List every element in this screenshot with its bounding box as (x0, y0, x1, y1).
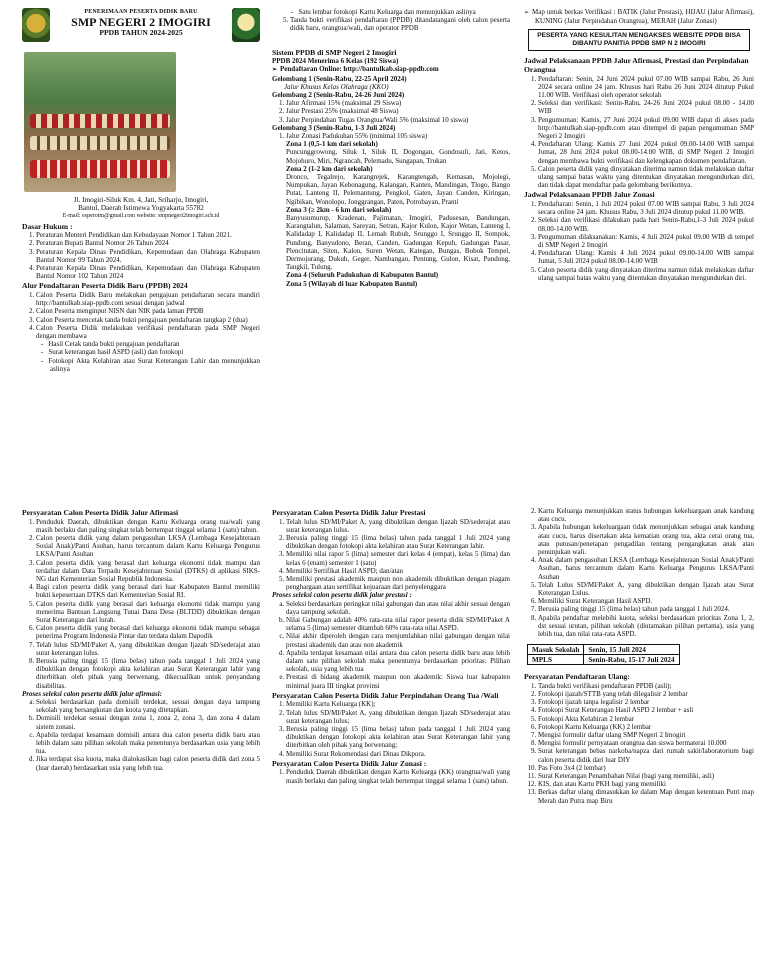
list-item: 4. Memiliki Surat Rekomendasi dari Dinas Dikpora. (286, 750, 510, 758)
list-item: 2. Jalur Prestasi 25% (maksimal 48 Siswa) (286, 107, 510, 115)
ppdb-year: PPDB TAHUN 2024-2025 (99, 28, 183, 38)
list-item: 2. Kartu Keluarga menunjukkan status hubungan kekeluargaan anak kandung atau cucu. (538, 507, 754, 523)
list-item: 11. Surat Keterangan Penambahan Nilai (bagi yang memiliki, asli) (538, 772, 754, 780)
list-item: 1. Telah lulus SD/MI/Paket A, yang dibuktikan dengan Ijazah SD/sederajat atau surat keterangan lulus. (286, 518, 510, 534)
list-item: 6. Fotokopi Kartu Keluarga (KK) 2 lembar (538, 723, 754, 731)
top-right-column (524, 8, 754, 473)
dasar-hukum-list (22, 231, 260, 280)
sistem-title: Sistem PPDB di SMP Negeri 2 Imogiri (272, 47, 397, 57)
zona-1-list: Puncunggrowong, Siluk I, Siluk II, Dogongan, Gondosuli, Jati, Ketos, Mojohuro, Miri, Ngrancah, Pelemadu, Sungapan, Trukan (286, 148, 510, 165)
list-item: 1. Pendaftaran: Senin, 24 Juni 2024 pukul 07.00 WIB sampai Rabu, 26 Juni 2024 secara online 24 jam. Khusus hari Rabu 26 Juni 2024 ditutup Pukul 11.00 WIB. Verifikasi oleh operator sekolah (538, 75, 754, 100)
school-name: SMP NEGERI 2 IMOGIRI (71, 15, 211, 30)
list-item: 7. Mengisi formulir daftar ulang SMP Negeri 2 Imogiri (538, 731, 754, 739)
list-item: 3. Calon Peserta mencetak tanda bukti pengajuan pendaftaran rangkap 2 (dua) (36, 316, 260, 324)
table-row (528, 655, 680, 665)
list-item: d. Jika terdapat sisa kuota, maka dialokasikan bagi calon peserta didik dari zona 5 (luar daerah) berdasarkan usia yang lebih tua. (36, 755, 260, 771)
table-row (528, 645, 680, 655)
list-item: 5. Memiliki prestasi akademik maupun non akademik dibuktikan dengan piagam penghargaan atau sertifikat kejuaraan dari penyelenggara (286, 575, 510, 591)
list-item: 1. Calon Peserta Didik Baru melakukan pengajuan pendaftaran secara mandiri http://bantulkab.siap-ppdb.com sesuai dengan jadwal (36, 291, 260, 307)
gelombang-2-list (272, 99, 510, 124)
table-cell: MPLS (528, 655, 584, 665)
table-cell: Senin-Rabu, 15-17 Juli 2024 (584, 655, 679, 665)
group-photo (24, 52, 176, 192)
list-item: 6. Calon peserta didik yang berasal dari keluarga ekonomi tidak mampu sebagai penerima Program Indonesia Pintar dan terdata dalam Dapodik (36, 624, 260, 640)
zona-1-title: Zona 1 (0,5-1 km dari sekolah) (286, 140, 378, 149)
list-item: d. Apabila terdapat kesamaan nilai antara dua calon peserta didik baru atau lebih dalam satu pilihan sekolah maka penentunya berdasarkan prioritas: Pilihan sekolah, usia yang lebih tua (286, 649, 510, 674)
gelombang-3-list (272, 132, 510, 288)
list-item: c. Apabila terdapat kesamaan domisili antara dua calon peserta didik baru atau lebih dalam satu pilihan sekolah maka penentunya berdasarkan usia yang lebih tua. (36, 731, 260, 756)
list-item: 1. Peraturan Menteri Pendidikan dan Kebudayaan Nomor 1 Tahun 2021. (36, 231, 260, 239)
map-info (524, 8, 754, 25)
zona-3-title: Zona 3 (≥ 2km - 6 km dari sekolah) (286, 205, 392, 214)
contact-line: E-mail: esperoim@gmail.com website: smpnegeri2imogiri.sch.id (62, 213, 220, 220)
persyaratan-zonasi-list-cont (524, 507, 754, 638)
list-item: - Fotokopi Akta Kelahiran atau Surat Keterangan Lahir dan menunjukkan aslinya (50, 357, 260, 373)
list-item: e. Prestasi di bidang akademik maupun non akademik: Siswa luar kabupaten minimal juara III tingkat provinsi (286, 673, 510, 689)
list-item: 5. Calon peserta didik yang berasal dari keluarga ekonomi tidak mampu yang menerima Bantuan Langsung Tunai Dana Desa (BLTDD) dibuktikan dengan Surat Keterangan dari lurah. (36, 600, 260, 625)
list-item: 2. Fotokopi ijazah/STTB yang telah dilegalisir 2 lembar (538, 690, 754, 698)
persyaratan-perpindahan-title: Persyaratan Calon Peserta Didik Jalur Perpindahan Orang Tua /Wali (272, 690, 499, 700)
jadwal-zonasi-title: Jadwal Pelaksanaan PPDB Jalur Zonasi (524, 190, 655, 200)
list-item: 7. Telah lulus SD/MI/Paket A, yang dibuktikan dengan Ijazah SD/sederajat atau surat keterangan lulus. (36, 641, 260, 657)
list-item: a. Seleksi berdasarkan peringkat nilai gabungan dan atau nilai akhir sesuai dengan daya tampung sekolah. (286, 600, 510, 616)
daftar-ulang-list (524, 682, 754, 805)
list-item: 7. Berusia paling tinggi 15 (lima belas) tahun pada tanggal 1 Juli 2024. (538, 605, 754, 613)
list-item: 10. Pas Foto 3x4 (2 lembar) (538, 764, 754, 772)
list-item: 3. Peraturan Kepala Dinas Pendidikan, Kepemudaan dan Olahraga Kabupaten Bantul Nomor 99 Tahun 2024. (36, 248, 260, 264)
list-item: 8. Apabila pendaftar melebihi kuota, seleksi berdasarkan prioritas Zona 1, 2, dst sesuai urutan, pilihan sekolah (diutamakan pilihan pertama), usia yang lebih tua, dan nilai rata-rata ASPD. (538, 614, 754, 639)
persyaratan-zonasi-title: Persyaratan Calon Peserta Didik Jalur Zonasi : (272, 758, 427, 768)
list-item: 1. Jalur Afirmasi 15% (maksimal 29 Siswa) (286, 99, 510, 107)
list-item: 5. Tanda bukti verifikasi pendaftaran (PPDB) ditandatangani oleh calon peserta didik baru, orangtua/wali, dan operator PPDB (290, 16, 510, 32)
online-link[interactable]: ➢ Pendaftaran Online: http://bantulkab.siap-ppdb.com (283, 65, 510, 74)
list-item: 4. Peraturan Kepala Dinas Pendidikan, Kepemudaan dan Olahraga Kabupaten Bantul Nomor 102 Tahun 2024 (36, 264, 260, 280)
proses-prestasi-title: Proses seleksi calon peserta didik jalur prestasi : (272, 591, 412, 600)
alur-sub-list-cont (272, 8, 510, 16)
list-item: ➢ Map untuk berkas Verifikasi : BATIK (Jalur Prestasi), HIJAU (Jalur Afirmasi), KUNING (Jalur Perpindahan Orangtua), MERAH (Jalur Zonasi) (535, 8, 754, 25)
list-item: 2. Berusia paling tinggi 15 (lima belas) tahun pada tanggal 1 Juli 2024 yang dibuktikan dengan fotokopi akta kelahiran atau Surat Keterangan lahir. (286, 534, 510, 550)
list-item: 12. KIS, dan atau Kartu PKH bagi yang memiliki (538, 780, 754, 788)
table-cell: Senin, 15 Juli 2024 (584, 645, 679, 655)
list-item: - Hasil Cetak tanda bukti pengajuan pendaftaran (50, 340, 260, 348)
list-item: 13. Berkas daftar ulang dimasukkan ke dalam Map dengan ketentuan Putri map Merah dan Putra map Biru (538, 788, 754, 804)
bottom-middle-column (272, 507, 510, 972)
proses-prestasi-list (272, 600, 510, 690)
list-item: 4. Fotokopi Surat Keterangan Hasil ASPD 2 lembar + asli (538, 706, 754, 714)
list-item: 4. Calon Peserta Didik melakukan verifikasi pendaftaran pada SMP Negeri dengan membawa - Hasil Cetak tanda bukti pengajuan pendaftaran - Surat keterangan hasil ASPD (asli) dan fotokopi - Fotokopi Akta Kelahiran atau Surat Keterangan Lahir dan menunjukkan aslinya (36, 324, 260, 373)
list-item: 2. Seleksi dan verifikasi: Senin-Rabu, 24-26 Juni 2024 pukul 08.00 - 14.00 WIB (538, 99, 754, 115)
persyaratan-afirmasi-list (22, 518, 260, 690)
list-item: 2. Telah lulus SD/MI/Paket A, yang dibuktikan dengan Ijazah SD/sederajat atau surat keterangan lulus; (286, 709, 510, 725)
list-item: 3. Berusia paling tinggi 15 (lima belas) tahun pada tanggal 1 Juli 2024 yang dibuktikan dengan fotokopi akta kelahiran atau Surat Keterangan lahir yang diterbitkan oleh pihak yang berwenang; (286, 725, 510, 750)
alur-title: Alur Pendaftaran Peserta Didik Baru (PPDB) 2024 (22, 281, 188, 291)
list-item: b. Nilai Gabungan adalah 40% rata-rata nilai rapor peserta didik SD/MI/Paket A selama 5 (lima) semester ditambah 60% rata-rata nilai ASPD. (286, 616, 510, 632)
list-item: 8. Mengisi formulir pernyataan orangtua dan siswa bermaterai 10.000 (538, 739, 754, 747)
gelombang-3: Gelombang 3 (Senin-Rabu, 1-3 Juli 2024) (272, 123, 396, 132)
alur-list-cont (272, 16, 510, 32)
list-item: 4. Memiliki Sertifikat Hasil ASPD; dan/atau (286, 567, 510, 575)
dasar-hukum-title: Dasar Hukum : (22, 221, 73, 231)
list-item: 5. Telah Lulus SD/MI/Paket A, yang dibuktikan dengan Ijazah atau Surat Keterangan Lulus. (538, 581, 754, 597)
list-item: 1. Penduduk Daerah, dibuktikan dengan Kartu Keluarga orang tua/wali yang masih berlaku dan paling singkat telah bertempat tinggal selama 1 (satu) tahun. (36, 518, 260, 534)
list-item: 8. Berusia paling tinggi 15 (lima belas) tahun pada tanggal 1 Juli 2024 yang dibuktikan dengan fotokopi akta kelahiran atau Surat Keterangan lahir yang diterbitkan oleh pihak yang berwenang, dikecualikan untuk penyandang disabilitas. (36, 657, 260, 690)
table-cell: Masuk Sekolah (528, 645, 584, 655)
alur-list (22, 291, 260, 373)
top-left-column (22, 8, 260, 473)
list-item: 4. Pendaftaran Ulang: Kamis 27 Juni 2024 pukul 09.00-14.00 WIB sampai Jumat, 28 Juni 2024 pukul 08.00-14.00 WIB, di SMP Negeri 2 Imogiri dengan membawa bukti verifikasi dan kelengkapan dokumen pendaftaran. (538, 140, 754, 165)
zona-2-list: Dronco, Tegalrejo, Karangrejek, Karangtengah, Kemasan, Mojolegi, Numpukan, Jayan Kebonagung, Kalangan, Kanten, Mandingan, Tlogo, Bango Putat, Lanteng II, Pelemantung, Pengkol, Gaten, Jayan Canden, Kiringan, Ngibikan, Wonolopo, Jonggrangan, Paten, Potrobayan, Pranti (286, 173, 510, 206)
online-registration (272, 65, 510, 74)
gelombang-1-note: Jalur Khusus Kelas Olahraga (KKO) (284, 82, 389, 91)
persyaratan-prestasi-list (272, 518, 510, 592)
persyaratan-zonasi-list (272, 768, 510, 784)
list-item: 1. Jalur Zonasi Padukuhan 55% (minimal 105 siswa) Zona 1 (0,5-1 km dari sekolah) Puncunggrowong, Siluk I, Siluk II, Dogongan, Gondosuli, Jati, Ketos, Mojohuro, Miri, Ngrancah, Pelemadu, Sungapan, Trukan Zona 2 (1-2 km dari sekolah) Dronco, Tegalrejo, Karangrejek, Karangtengah, Kemasan, Mojolegi, Numpukan, Jayan Kebonagung, Kalangan, Kanten, Mandingan, Tlogo, Bango Putat, Lanteng II, Pelemantung, Pengkol, Gaten, Jayan Canden, Kiringan, Ngibikan, Wonolopo, Jonggrangan, Paten, Potrobayan, Pranti Zona 3 (≥ 2km - 6 km dari sekolah) Banyusumurup, Kradenan, Pajimatan, Imogiri, Padusesan, Bandungan, Karangtalun, Salaman, Sareyan, Setran, Kajor Kulon, Kajor Wetan, Lanteng I, Kalidadap I, Kalidadap II, Lemah Rubuh, Srunggo I, Srunggo II, Sompok, Pundung, Banyudono, Beran, Canden, Gadungan Kepuh, Gadungan Pasar, Plencitutan, Siten, Kalon, Suren Wetan, Kategan, Bungas, Bobok Tempel, Dermojurang, Dukuh, Geger, Nambangan, Pentung, Gulon, Kisat, Pundong, Tangkil, Tulung. Zona 4 (Seluruh Padukuhan di Kabupaten Bantul) Zona 5 (Wilayah di luar Kabupaten Bantul) (286, 132, 510, 288)
school-logo (232, 8, 260, 42)
list-item: 2. Calon Peserta menginput NISN dan NIK pada laman PPDB (36, 307, 260, 315)
bottom-right-column (524, 507, 754, 972)
list-item: - Satu lembar fotokopi Kartu Keluarga dan menunjukkan aslinya (300, 8, 510, 16)
address: Jl. Imogiri-Siluk Km. 4, Jati, Sriharjo, Imogiri, Bantul, Daerah Istimewa Yogyakarta 55782 E-mail: esperoim@gmail.com website: smpnegeri2imogiri.sch.id (22, 196, 260, 221)
list-item: 5. Calon peserta didik yang dinyatakan diterima namun tidak melakukan daftar ulang sampai batas waktu yang ditentukan dinyatakan mengundurkan diri, dan tidak dapat mendaftar pada gelombang berikutnya. (538, 165, 754, 190)
list-item: 5. Calon peserta didik yang dinyatakan diterima namun tidak melakukan daftar ulang sampai batas waktu yang ditentukan dinyatakan mengundurkan diri. (538, 266, 754, 282)
proses-afirmasi-list (22, 698, 260, 772)
jadwal-afirmasi-list (524, 75, 754, 190)
gelombang-2: Gelombang 2 (Senin-Rabu, 24-26 Juni 2024) (272, 91, 405, 100)
list-item: 2. Peraturan Bupati Bantul Nomor 26 Tahun 2024 (36, 239, 260, 247)
list-item: 1. Penduduk Daerah dibuktikan dengan Kartu Keluarga (KK) orangtua/wali yang masih berlaku dan paling singkat telah bertempat tinggal selama 1 (satu) tahun. (286, 768, 510, 784)
school-schedule-table (527, 644, 680, 665)
list-item: 3. Memiliki nilai rapor 5 (lima) semester dari kelas 4 (empat), kelas 5 (lima) dan kelas 6 (enam) semester 1 (satu) (286, 550, 510, 566)
list-item: a. Seleksi berdasarkan pada domisili terdekat, sesuai dengan daya tampung sekolah yang bersangkutan dan kuota yang ditetapkan. (36, 698, 260, 714)
list-item: b. Domisili terdekat sesuai dengan zona 1, zona 2, zona 3, dan zona 4 dalam sistem zonasi. (36, 714, 260, 730)
list-item: c. Nilai akhir diperoleh dengan cara menjumlahkan nilai gabungan dengan nilai prestasi akademik dan atau non akademik (286, 632, 510, 648)
list-item: 4. Bagi calon peserta didik yang berasal dari luar Kabupaten Bantul memiliki bukti kepesertaan DTKS dari Kementerian Sosial RI. (36, 583, 260, 599)
list-item: 3. Pengumuman: Kamis, 27 Juni 2024 pukul 09.00 WIB dapat di akses pada http://bantulkab.siap-ppdb.com atau ditempel di papan pengumuman SMP Negeri 2 Imogiri (538, 116, 754, 141)
list-item: 2. Seleksi dan verifikasi dilakukan pada hari Senin-Rabu,1-3 Juli 2024 pukul 08.00-14.00 WIB. (538, 216, 754, 232)
list-item: 4. Anak dalam pengasuhan LKSA (Lembaga Kesejahteraan Sosial Anak)/Panti Asuhan, harus tercantum dalam Kartu Keluarga Pengurus LKSA/Panti Asuhan (538, 556, 754, 581)
persyaratan-afirmasi-title: Persyaratan Calon Peserta Didik Jalur Afirmasi (22, 508, 179, 517)
list-item: 9. Surat keterangan bebas narkoba/napza dari rumah sakit/laboratorium bagi calon peserta didik dari luar DIY (538, 747, 754, 763)
list-item: 3. Apabila hubungan kekeluargaan tidak menunjukkan sebagai anak kandung atau cucu, harus disertakan akta kematian orang tua, akta cerai orang tua, atau putusan/penetapan pengadilan tentang pengangkatan anak atau penunjukan wali. (538, 523, 754, 556)
zona-5: Zona 5 (Wilayah di luar Kabupaten Bantul) (286, 279, 418, 288)
list-item: 2. Calon peserta didik yang dalam pengasuhan LKSA (Lembaga Kesejahteraan Sosial Anak)/Panti Asuhan, harus tercantum dalam Kartu Keluarga Pengurus LKSA/Panti Asuhan (36, 534, 260, 559)
jadwal-afirmasi-title: Jadwal Pelaksanaan PPDB Jalur Afirmasi, Prestasi dan Perpindahan Orangtua (524, 56, 749, 74)
persyaratan-prestasi-title: Persyaratan Calon Peserta Didik Jalur Prestasi (272, 508, 426, 517)
list-item: 3. Fotokopi ijazah tanpa legalisir 2 lembar (538, 698, 754, 706)
top-middle-column (272, 8, 510, 473)
jadwal-zonasi-list (524, 200, 754, 282)
persyaratan-perpindahan-list (272, 700, 510, 757)
list-item: 4. Pendaftaran Ulang: Kamis 4 Juli 2024 pukul 09.00-14.00 WIB sampai Jumat, 5 Juli 2024 pukul 08.00-14.00 WIB (538, 249, 754, 265)
list-item: 6. Memiliki Surat Keterangan Hasil ASPD. (538, 597, 754, 605)
gelombang-1: Gelombang 1 (Senin-Rabu, 22-25 April 2024) (272, 74, 407, 83)
list-item: - Surat keterangan hasil ASPD (asli) dan fotokopi (50, 348, 260, 356)
list-item: 3. Calon peserta didik yang berasal dari keluarga ekonomi tidak mampu dan terdaftar dalam Data Terpadu Kesejahteraan Sosial (DTKS) di aplikasi SIKS-NG dari Kementerian Sosial Republik Indonesia. (36, 559, 260, 584)
zona-4: Zona 4 (Seluruh Padukuhan di Kabupaten Bantul) (286, 271, 439, 280)
bantul-regency-logo (22, 8, 50, 42)
alur-sub-list (36, 340, 260, 373)
header-top-line: PENERIMAAN PESERTA DIDIK BARU (84, 9, 198, 15)
zona-2-title: Zona 2 (1-2 km dari sekolah) (286, 164, 373, 173)
header (22, 8, 260, 50)
list-item: 1. Pendaftaran: Senin, 1 Juli 2024 pukul 07.00 WIB sampai Rabu, 3 Juli 2024 secara online 24 jam. Khusus Rabu, 3 Juli 2024 ditutup pukul 11.00 WIB. (538, 200, 754, 216)
list-item: 3. Pengumuman dilaksanakan: Kamis, 4 Juli 2024 pukul 09.00 WIB di tempel di SMP Negeri 2 Imogiri (538, 233, 754, 249)
list-item: 1. Memiliki Kartu Keluarga (KK); (286, 700, 510, 708)
list-item: 1. Tanda bukti verifikasi pendaftaran PPDB (asli); (538, 682, 754, 690)
zona-3-list: Banyusumurup, Kradenan, Pajimatan, Imogiri, Padusesan, Bandungan, Karangtalun, Salaman, Sareyan, Setran, Kajor Kulon, Kajor Wetan, Lanteng I, Kalidadap I, Kalidadap II, Lemah Rubuh, Srunggo I, Srunggo II, Sompok, Pundung, Banyudono, Beran, Canden, Gadungan Kepuh, Gadungan Pasar, Plencitutan, Siten, Kalon, Suren Wetan, Kategan, Bungas, Bobok Tempel, Dermojurang, Dukuh, Geger, Nambangan, Pentung, Gulon, Kisat, Pundong, Tangkil, Tulung. (286, 214, 510, 272)
daftar-ulang-title: Persyaratan Pendaftaran Ulang: (524, 672, 630, 682)
proses-afirmasi-title: Proses seleksi calon peserta didik jalur afirmasi: (22, 689, 162, 698)
list-item: 3. Jalur Perpindahan Tugas Orangtua/Wali 5% (maksimal 10 siswa) (286, 116, 510, 124)
bottom-left-column (22, 507, 260, 972)
notice-box: PESERTA YANG KESULITAN MENGAKSES WEBSITE PPDB BISA DIBANTU PANITIA PPDB SMP N 2 IMOGIRI (528, 29, 750, 51)
list-item: 5. Fotokopi Akta Kelahiran 2 lembar (538, 715, 754, 723)
sistem-subtitle: PPDB 2024 Menerima 6 Kelas (192 Siswa) (272, 57, 399, 66)
